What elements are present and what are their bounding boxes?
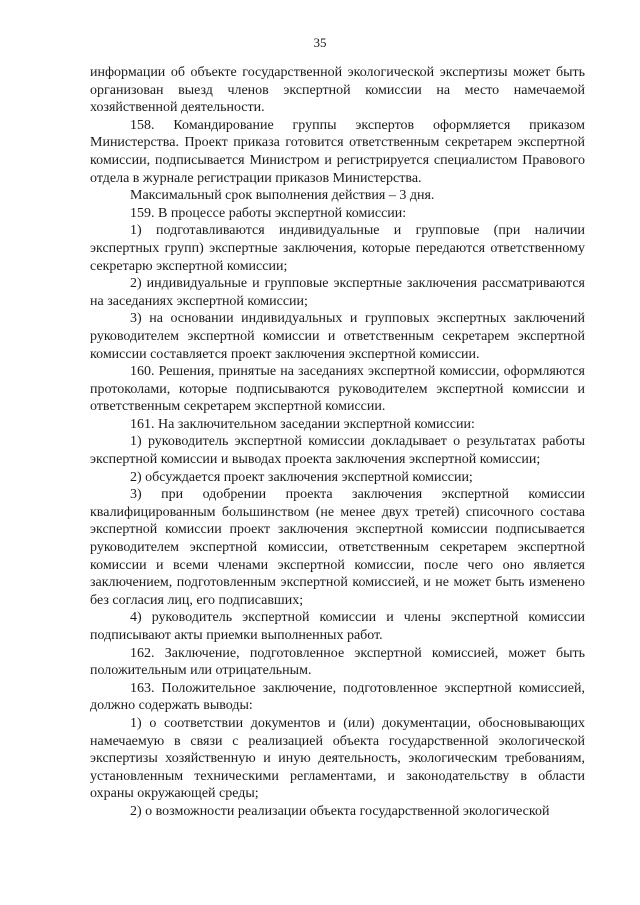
paragraph-161-item-4: 4) руководитель экспертной комиссии и члены экспертной комиссии подписывают акты приемки выполненных работ.: [90, 610, 585, 643]
paragraph-159-item-3: 3) на основании индивидуальных и групповых экспертных заключений руководителем экспертной комиссии и ответственным секретарем экспертной комиссии составляется проект заключения экспертной комиссии.: [90, 311, 585, 362]
document-body: [90, 64, 585, 821]
page-number: 35: [313, 35, 327, 50]
paragraph-160: 160. Решения, принятые на заседаниях экспертной комиссии, оформляются протоколами, которые подписываются руководителем экспертной комиссии и ответственным секретарем экспертной комиссии.: [90, 364, 585, 415]
paragraph-163-item-1: 1) о соответствии документов и (или) документации, обосновывающих намечаемую в связи с реализацией объекта государственной экологической экспертизы хозяйственную и иную деятельность, экологическим требованиям, установленным техническими регламентами, и законодательству в области охраны окружающей среды;: [90, 715, 585, 802]
paragraph-161-item-1: 1) руководитель экспертной комиссии докладывает о результатах работы экспертной комиссии и выводах проекта заключения экспертной комиссии;: [90, 434, 585, 468]
paragraph-continuation: информации об объекте государственной экологической экспертизы может быть организован выезд членов экспертной комиссии на место намечаемой хозяйственной деятельности.: [90, 65, 585, 116]
paragraph-161: 161. На заключительном заседании экспертной комиссии:: [130, 416, 475, 432]
paragraph-deadline: Максимальный срок выполнения действия – 3 дня.: [130, 188, 435, 204]
paragraph-161-item-3: 3) при одобрении проекта заключения экспертной комиссии квалифицированным большинством (не менее двух третей) списочного состава экспертной комиссии проект заключения экспертной комиссии подписывается руководителем экспертной комиссии, ответственным секретарем экспертной комиссии и всеми членами экспертной комиссии, после чего оно является заключением, подготовленным экспертной комиссией, и не может быть изменено без согласия лиц, его подписавших;: [90, 487, 585, 608]
paragraph-161-item-2: 2) обсуждается проект заключения экспертной комиссии;: [130, 469, 473, 485]
paragraph-162: 162. Заключение, подготовленное экспертной комиссией, может быть положительным или отрицательным.: [90, 645, 585, 679]
paragraph-163: 163. Положительное заключение, подготовленное экспертной комиссией, должно содержать выводы:: [90, 680, 585, 714]
paragraph-159: 159. В процессе работы экспертной комиссии:: [130, 205, 407, 221]
paragraph-163-item-2: 2) о возможности реализации объекта государственной экологической: [130, 803, 550, 819]
paragraph-159-item-1: 1) подготавливаются индивидуальные и групповые (при наличии экспертных групп) экспертные заключения, которые передаются ответственному секретарю экспертной комиссии;: [90, 223, 585, 274]
paragraph-158: 158. Командирование группы экспертов оформляется приказом Министерства. Проект приказа готовится ответственным секретарем экспертной комиссии, подписывается Министром и регистрируется специалистом Правового отдела в журнале регистрации приказов Министерства.: [90, 117, 585, 186]
paragraph-159-item-2: 2) индивидуальные и групповые экспертные заключения рассматриваются на заседаниях экспертной комиссии;: [90, 276, 585, 309]
